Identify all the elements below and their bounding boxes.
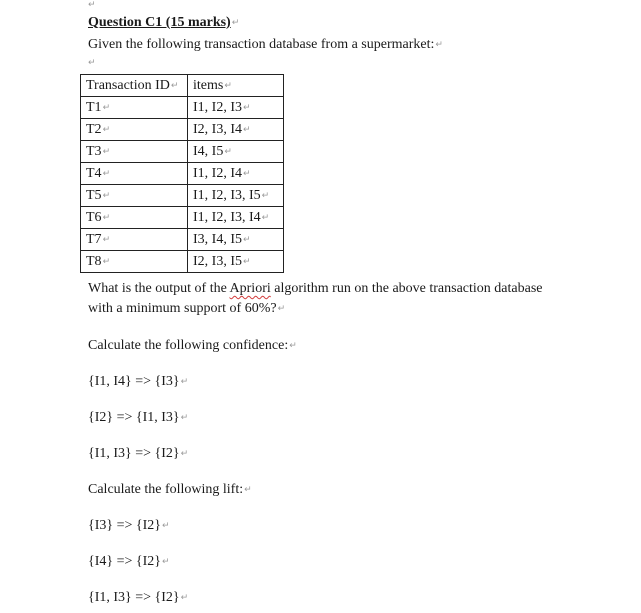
apriori-question-line-1: What is the output of the Apriori algorithm run on the above transaction database [88,281,543,296]
apriori-question-line-2: with a minimum support of 60%?↵ [88,301,286,316]
cell-items: I2, I3, I4↵ [188,119,284,141]
confidence-prompt: Calculate the following confidence:↵ [88,338,297,353]
confidence-rule-1: {I1, I4} => {I3}↵ [88,374,189,389]
cell-transaction-id: T1↵ [81,97,188,119]
transaction-table [80,74,284,273]
table-row [81,229,284,251]
lift-prompt: Calculate the following lift:↵ [88,482,252,497]
cell-items: I2, I3, I5↵ [188,251,284,273]
cell-transaction-id: T7↵ [81,229,188,251]
cell-items: I1, I2, I3, I5↵ [188,185,284,207]
lift-rule-1: {I3} => {I2}↵ [88,518,170,533]
table-row [81,185,284,207]
empty-paragraph-mark: ↵ [88,58,96,68]
lift-rule-2: {I4} => {I2}↵ [88,554,170,569]
cell-items: I1, I2, I3, I4↵ [188,207,284,229]
cell-transaction-id: T8↵ [81,251,188,273]
cell-items: I4, I5↵ [188,141,284,163]
table-row [81,141,284,163]
cell-transaction-id: T5↵ [81,185,188,207]
column-header-transaction-id: Transaction ID↵ [81,75,188,97]
question-heading: Question C1 (15 marks)↵ [88,15,240,30]
cell-items: I1, I2, I3↵ [188,97,284,119]
column-header-items: items↵ [188,75,284,97]
cell-items: I1, I2, I4↵ [188,163,284,185]
confidence-rule-3: {I1, I3} => {I2}↵ [88,446,189,461]
table-row [81,207,284,229]
cell-items: I3, I4, I5↵ [188,229,284,251]
table-row [81,163,284,185]
table-row [81,97,284,119]
empty-paragraph-mark: ↵ [88,0,96,10]
table-row [81,251,284,273]
apriori-term: Apriori [229,281,271,296]
table-row [81,119,284,141]
confidence-rule-2: {I2} => {I1, I3}↵ [88,410,189,425]
lift-rule-3: {I1, I3} => {I2}↵ [88,590,189,605]
table-header-row [81,75,284,97]
cell-transaction-id: T6↵ [81,207,188,229]
intro-text: Given the following transaction database from a supermarket:↵ [88,37,443,52]
cell-transaction-id: T4↵ [81,163,188,185]
cell-transaction-id: T3↵ [81,141,188,163]
cell-transaction-id: T2↵ [81,119,188,141]
